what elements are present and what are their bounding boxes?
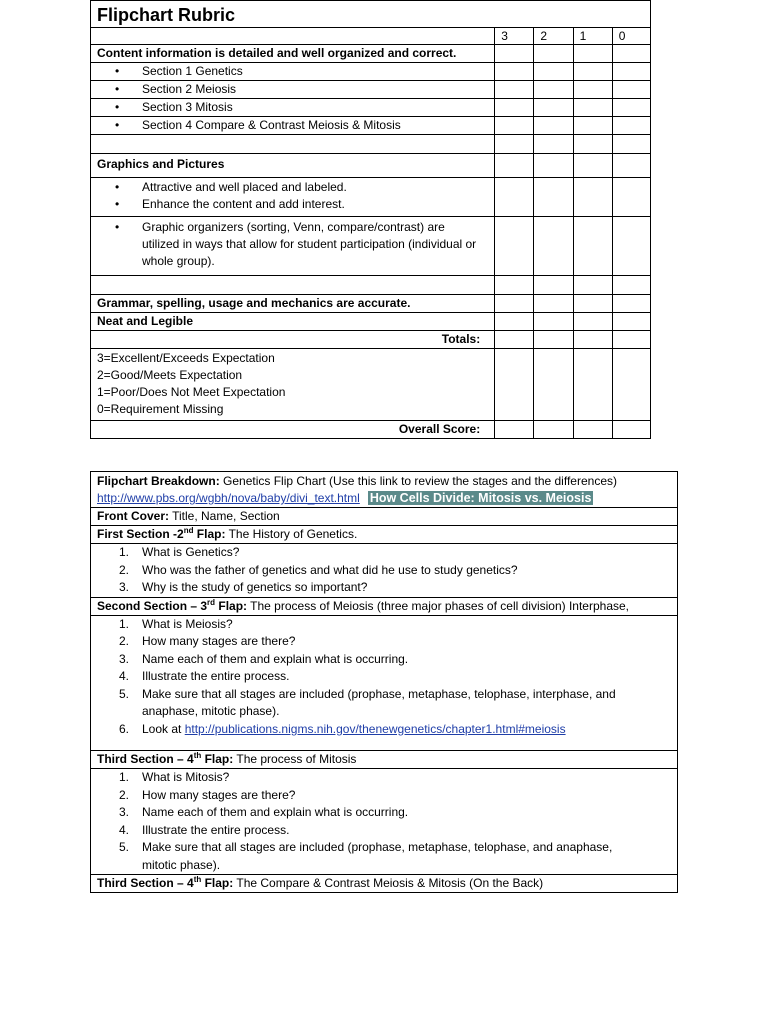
first-section-sup: nd bbox=[183, 526, 194, 535]
second-section-text: The process of Meiosis (three major phases of cell division) Interphase, bbox=[247, 598, 630, 613]
third-section-label: Third Section – 4 bbox=[97, 752, 194, 766]
graphics-items-cell bbox=[91, 178, 495, 217]
score-cell bbox=[534, 349, 573, 421]
spacer-cell bbox=[91, 135, 495, 154]
first-section-label: First Section -2 bbox=[97, 527, 184, 541]
score-cell[interactable] bbox=[495, 217, 534, 276]
score-cell[interactable] bbox=[495, 276, 534, 295]
total-cell[interactable] bbox=[534, 331, 573, 349]
second-section-label: Second Section – 3 bbox=[97, 598, 208, 613]
score-cell bbox=[612, 349, 650, 421]
score-cell[interactable] bbox=[534, 45, 573, 63]
list-item: 2. Who was the father of genetics and what did he use to study genetics? bbox=[119, 562, 518, 577]
list-item: 4. Illustrate the entire process. bbox=[119, 822, 290, 837]
score-cell[interactable] bbox=[573, 135, 612, 154]
front-cover-label: Front Cover: bbox=[97, 509, 169, 523]
score-cell[interactable] bbox=[534, 154, 573, 178]
score-cell[interactable] bbox=[495, 313, 534, 331]
score-cell[interactable] bbox=[534, 81, 573, 99]
overall-cell[interactable] bbox=[612, 421, 650, 439]
score-cell[interactable] bbox=[573, 178, 612, 217]
list-item-text: Name each of them and explain what is occurring. bbox=[142, 805, 409, 819]
overall-cell[interactable] bbox=[534, 421, 573, 439]
list-item-text: How many stages are there? bbox=[142, 634, 296, 648]
list-item: 3. Name each of them and explain what is occurring. bbox=[119, 651, 409, 666]
overall-cell[interactable] bbox=[573, 421, 612, 439]
score-cell[interactable] bbox=[495, 99, 534, 117]
graphics-heading: Graphics and Pictures bbox=[91, 154, 495, 178]
content-item: • Section 3 Mitosis bbox=[97, 99, 494, 116]
first-section-list-cell bbox=[91, 544, 678, 598]
score-cell[interactable] bbox=[534, 117, 573, 135]
list-item: 3. Why is the study of genetics so important? bbox=[119, 580, 368, 594]
breakdown-description: Genetics Flip Chart (Use this link to review the stages and the differences) bbox=[219, 474, 617, 488]
fourth-section-flap: Flap: bbox=[201, 876, 234, 890]
score-header-3: 3 bbox=[495, 28, 534, 45]
list-item-text: What is Genetics? bbox=[142, 545, 240, 559]
score-cell[interactable] bbox=[573, 217, 612, 276]
score-cell[interactable] bbox=[573, 63, 612, 81]
third-section-flap: Flap: bbox=[201, 752, 234, 766]
graphics-item: • Graphic organizers (sorting, Venn, compare/contrast) are utilized in ways that allow for student participation (individual or whole group). bbox=[97, 219, 494, 270]
score-cell[interactable] bbox=[612, 45, 650, 63]
nigms-link[interactable]: http://publications.nigms.nih.gov/thenewgenetics/chapter1.html#meiosis bbox=[184, 721, 566, 736]
score-cell[interactable] bbox=[612, 295, 650, 313]
second-section-list-cell bbox=[91, 615, 678, 751]
score-header-2: 2 bbox=[534, 28, 573, 45]
list-item-text: Who was the father of genetics and what did he use to study genetics? bbox=[142, 562, 518, 577]
score-cell[interactable] bbox=[534, 178, 573, 217]
front-cover-row bbox=[91, 508, 678, 526]
graphics-item: • Enhance the content and add interest. bbox=[97, 196, 494, 213]
score-cell[interactable] bbox=[612, 99, 650, 117]
list-item: 1. What is Meiosis? bbox=[119, 616, 233, 631]
third-section-text: The process of Mitosis bbox=[233, 752, 357, 766]
score-cell[interactable] bbox=[573, 313, 612, 331]
graphics-organizer-cell bbox=[91, 217, 495, 276]
content-item: • Section 2 Meiosis bbox=[97, 81, 494, 98]
content-item-cell bbox=[91, 99, 495, 117]
spacer-cell bbox=[91, 276, 495, 295]
fourth-section-label: Third Section – 4 bbox=[97, 876, 194, 890]
list-item-text: What is Mitosis? bbox=[142, 770, 230, 784]
score-cell bbox=[495, 349, 534, 421]
score-cell[interactable] bbox=[495, 45, 534, 63]
content-item-cell bbox=[91, 63, 495, 81]
score-cell[interactable] bbox=[495, 81, 534, 99]
score-cell[interactable] bbox=[612, 217, 650, 276]
third-section-sup: th bbox=[193, 751, 202, 760]
list-item-text: Illustrate the entire process. bbox=[142, 822, 290, 837]
score-cell[interactable] bbox=[612, 117, 650, 135]
score-cell[interactable] bbox=[534, 135, 573, 154]
score-header-0: 0 bbox=[612, 28, 650, 45]
list-item-text: How many stages are there? bbox=[142, 787, 296, 802]
scale-legend bbox=[91, 349, 495, 421]
breakdown-label: Flipchart Breakdown: bbox=[97, 474, 220, 488]
score-cell[interactable] bbox=[573, 154, 612, 178]
score-cell bbox=[573, 349, 612, 421]
list-item-text: Make sure that all stages are included (prophase, metaphase, telophase, interphase, and anaphase, mitotic phase). bbox=[142, 686, 616, 718]
content-item-cell bbox=[91, 81, 495, 99]
score-cell[interactable] bbox=[534, 99, 573, 117]
breakdown-table bbox=[90, 471, 678, 893]
score-cell[interactable] bbox=[573, 276, 612, 295]
score-cell[interactable] bbox=[573, 99, 612, 117]
breakdown-header bbox=[91, 472, 678, 508]
list-item-text: Why is the study of genetics so important? bbox=[142, 580, 368, 594]
score-cell[interactable] bbox=[612, 63, 650, 81]
list-item: 5. Make sure that all stages are included (prophase, metaphase, telophase, interphase, and anaphase, mitotic phase). bbox=[119, 686, 616, 718]
list-item-text: Illustrate the entire process. bbox=[142, 669, 290, 683]
list-item-text: What is Meiosis? bbox=[142, 616, 233, 631]
neat-criterion: Neat and Legible bbox=[91, 313, 495, 331]
pbs-link[interactable]: http://www.pbs.org/wgbh/nova/baby/divi_text.html bbox=[97, 491, 360, 505]
total-cell[interactable] bbox=[495, 331, 534, 349]
score-cell[interactable] bbox=[534, 313, 573, 331]
score-cell[interactable] bbox=[612, 81, 650, 99]
score-cell[interactable] bbox=[612, 154, 650, 178]
list-item: 4. Illustrate the entire process. bbox=[119, 669, 290, 683]
list-item: 2. How many stages are there? bbox=[119, 634, 296, 648]
first-section-heading bbox=[91, 526, 678, 544]
score-cell[interactable] bbox=[534, 276, 573, 295]
score-header-1: 1 bbox=[573, 28, 612, 45]
criteria-header-cell bbox=[91, 28, 495, 45]
second-section-heading bbox=[91, 597, 678, 615]
score-cell[interactable] bbox=[495, 154, 534, 178]
list-item: 2. How many stages are there? bbox=[119, 787, 296, 802]
score-cell[interactable] bbox=[534, 217, 573, 276]
list-item: 3. Name each of them and explain what is occurring. bbox=[119, 805, 409, 819]
scale-item: 0=Requirement Missing bbox=[97, 402, 224, 416]
second-section-flap: Flap: bbox=[215, 598, 248, 613]
first-section-flap: Flap: bbox=[193, 527, 226, 541]
content-item: • Section 1 Genetics bbox=[97, 63, 494, 80]
score-cell[interactable] bbox=[534, 63, 573, 81]
grammar-criterion: Grammar, spelling, usage and mechanics are accurate. bbox=[91, 295, 495, 313]
list-item: 5. Make sure that all stages are included (prophase, metaphase, telophase, and anaphase, mitotic phase). bbox=[119, 840, 613, 872]
score-cell[interactable] bbox=[495, 63, 534, 81]
content-item: • Section 4 Compare & Contrast Meiosis & Mitosis bbox=[97, 117, 494, 134]
score-cell[interactable] bbox=[495, 178, 534, 217]
score-cell[interactable] bbox=[495, 117, 534, 135]
front-cover-text: Title, Name, Section bbox=[169, 509, 280, 523]
overall-cell[interactable] bbox=[495, 421, 534, 439]
first-section-text: The History of Genetics. bbox=[225, 527, 358, 541]
graphics-item: • Attractive and well placed and labeled. bbox=[97, 179, 494, 196]
scale-item: 1=Poor/Does Not Meet Expectation bbox=[97, 385, 286, 399]
scale-item: 3=Excellent/Exceeds Expectation bbox=[97, 351, 275, 365]
score-cell[interactable] bbox=[612, 178, 650, 217]
third-section-list-cell bbox=[91, 769, 678, 875]
score-cell[interactable] bbox=[573, 45, 612, 63]
score-cell[interactable] bbox=[573, 117, 612, 135]
second-section-sup: rd bbox=[207, 597, 216, 607]
score-cell[interactable] bbox=[573, 81, 612, 99]
score-cell[interactable] bbox=[573, 295, 612, 313]
totals-label: Totals: bbox=[91, 331, 495, 349]
cells-divide-highlight[interactable]: How Cells Divide: Mitosis vs. Meiosis bbox=[369, 491, 592, 505]
rubric-title: Flipchart Rubric bbox=[91, 1, 651, 28]
list-item: 1. What is Mitosis? bbox=[119, 770, 230, 784]
total-cell[interactable] bbox=[612, 331, 650, 349]
list-item: 6. Look at http://publications.nigms.nih.gov/thenewgenetics/chapter1.html#meiosis bbox=[119, 721, 566, 736]
score-cell[interactable] bbox=[612, 135, 650, 154]
overall-score-label: Overall Score: bbox=[91, 421, 495, 439]
score-cell[interactable] bbox=[495, 135, 534, 154]
fourth-section-text: The Compare & Contrast Meiosis & Mitosis (On the Back) bbox=[233, 876, 544, 890]
total-cell[interactable] bbox=[573, 331, 612, 349]
score-cell[interactable] bbox=[495, 295, 534, 313]
third-section-heading bbox=[91, 751, 678, 769]
score-cell[interactable] bbox=[612, 276, 650, 295]
list-item-text: Name each of them and explain what is occurring. bbox=[142, 651, 409, 666]
scale-item: 2=Good/Meets Expectation bbox=[97, 368, 243, 382]
fourth-section-heading bbox=[91, 875, 678, 893]
list-item-text: Look at bbox=[142, 721, 185, 736]
rubric-table bbox=[90, 0, 651, 439]
fourth-section-sup: th bbox=[193, 875, 202, 884]
content-heading: Content information is detailed and well organized and correct. bbox=[91, 45, 495, 63]
list-item: 1. What is Genetics? bbox=[119, 545, 240, 559]
score-cell[interactable] bbox=[534, 295, 573, 313]
content-item-cell bbox=[91, 117, 495, 135]
list-item-text: Make sure that all stages are included (prophase, metaphase, telophase, and anaphase, mitotic phase). bbox=[142, 840, 613, 872]
score-cell[interactable] bbox=[612, 313, 650, 331]
